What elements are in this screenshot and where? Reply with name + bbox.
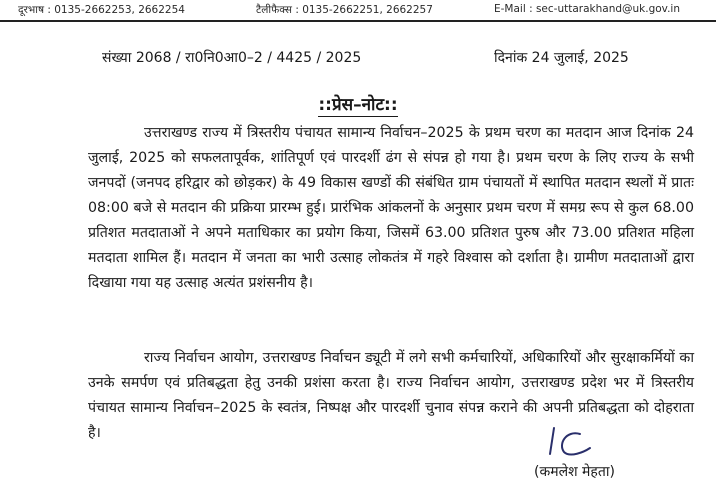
- document-date: दिनांक 24 जुलाई, 2025: [494, 50, 629, 66]
- letterhead-divider: [0, 20, 716, 22]
- paragraph-polling-summary: उत्तराखण्ड राज्य में त्रिस्तरीय पंचायत सामान्य निर्वाचन–2025 के प्रथम चरण का मतदान आज दिनांक 24 जुलाई, 2025 को सफलतापूर्वक, शांतिपूर्ण एवं पारदर्शी ढंग से संपन्न हो गया है। प्रथम चरण के लिए राज्य के सभी जनपदों (जनपद हरिद्वार को छोड़कर) के 49 विकास खण्डों की संबंधित ग्राम पंचायतों में स्थापित मतदान स्थलों में प्रातः 08:00 बजे से मतदान की प्रक्रिया प्रारम्भ हुई। प्रारंभिक आंकलनों के अनुसार प्रथम चरण में समग्र रूप से कुल 68.00 प्रतिशत मतदाताओं ने अपने मताधिकार का प्रयोग किया, जिसमें 63.00 प्रतिशत पुरुष और 73.00 प्रतिशत महिला मतदाता शामिल हैं। मतदान में जनता का भारी उत्साह लोकतंत्र में गहरे विश्वास को दर्शाता है। ग्रामीण मतदाताओं द्वारा दिखाया गया यह उत्साह अत्यंत प्रशंसनीय है।: [88, 125, 694, 291]
- signature-mark: [540, 424, 600, 460]
- press-note-title: ::प्रेस–नोट::: [318, 95, 398, 115]
- email-address: E-Mail : sec-uttarakhand@uk.gov.in: [494, 3, 680, 15]
- fax-numbers: टैलीफैक्स : 0135-2662251, 2662257: [256, 4, 433, 16]
- reference-number: संख्या 2068 / रा0नि0आ0–2 / 4425 / 2025: [102, 50, 362, 66]
- paragraph-commission-statement: राज्य निर्वाचन आयोग, उत्तराखण्ड निर्वाचन ड्यूटी में लगे सभी कर्मचारियों, अधिकारियों और सुरक्षाकर्मियों का उनके समर्पण एवं प्रतिबद्धता हेतु उनकी प्रशंसा करता है। राज्य निर्वाचन आयोग, उत्तराखण्ड प्रदेश भर में त्रिस्तरीय पंचायत सामान्य निर्वाचन–2025 के स्वतंत्र, निष्पक्ष और पारदर्शी चुनाव संपन्न कराने की अपनी प्रतिबद्धता को दोहराता है।: [88, 350, 694, 441]
- signatory-name: (कमलेश मेहता): [534, 464, 615, 480]
- press-note-heading: [0, 92, 716, 115]
- phone-numbers: दूरभाष : 0135-2662253, 2662254: [18, 4, 185, 16]
- letterhead-contact-bar: [0, 0, 716, 20]
